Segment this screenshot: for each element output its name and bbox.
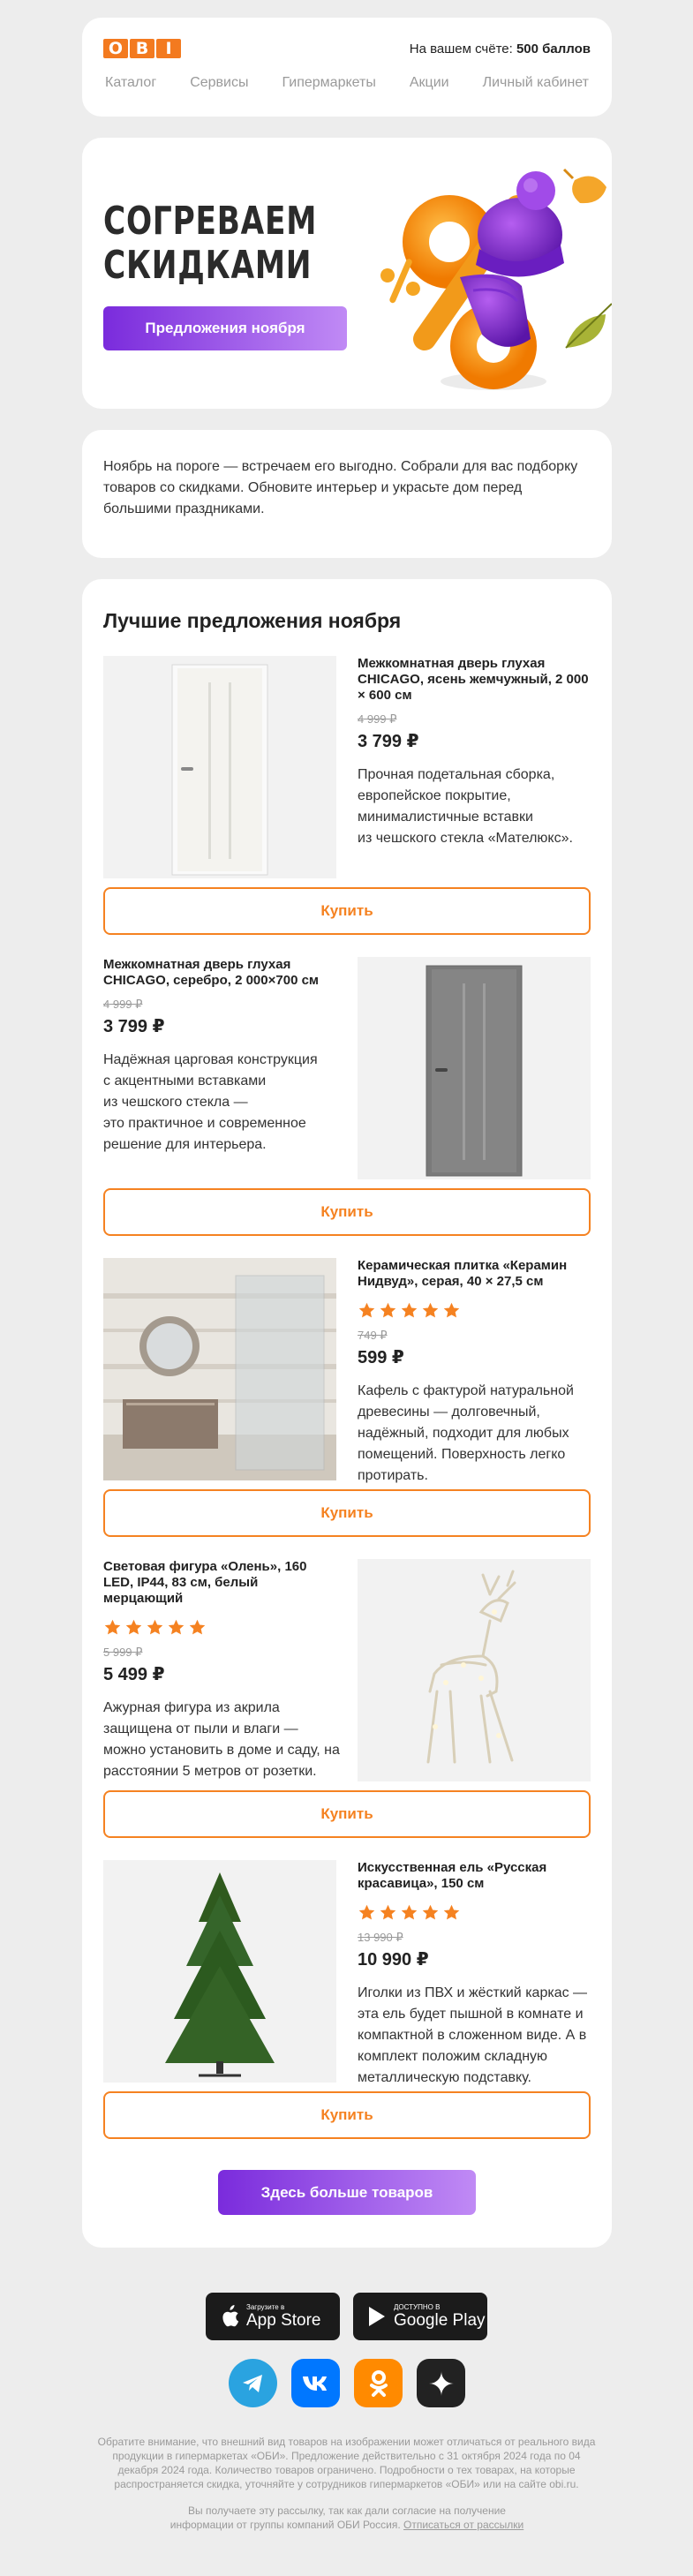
- buy-button[interactable]: Купить: [103, 1188, 591, 1236]
- rating-stars: [358, 1301, 594, 1320]
- product-image-deer[interactable]: [358, 1559, 591, 1781]
- nav-catalog[interactable]: Каталог: [105, 75, 157, 90]
- product-description: Ажурная фигура из акрила защищена от пыли и влаги — можно установить в доме и саду, на расстоянии 5 метров от розетки.: [103, 1700, 340, 1779]
- hero-title: [103, 200, 317, 288]
- product-image-fir-tree[interactable]: [103, 1860, 336, 2083]
- product-old-price: 5 999 ₽: [103, 1646, 143, 1659]
- product-name[interactable]: Керамическая плитка «Керамин Нидвуд», серая, 40 × 27,5 см: [358, 1258, 568, 1289]
- bonus-balance[interactable]: [410, 41, 591, 56]
- light-deer-illustration: [358, 1559, 591, 1781]
- product-price: 3 799 ₽: [358, 732, 419, 751]
- google-play-button[interactable]: [353, 2293, 487, 2340]
- balance-label: На вашем счёте:: [409, 41, 513, 56]
- product-name[interactable]: Световая фигура «Олень», 160 LED, IP44, 83 см, белый мерцающий: [103, 1559, 307, 1606]
- product-price: 5 499 ₽: [103, 1665, 165, 1684]
- product-info: [358, 1258, 594, 1487]
- star-icon: [421, 1301, 440, 1320]
- product-info: [358, 656, 594, 849]
- star-icon: [146, 1618, 164, 1637]
- dzen-icon[interactable]: [417, 2359, 465, 2407]
- door-pearl-illustration: [103, 656, 336, 878]
- star-icon: [124, 1618, 143, 1637]
- hero-title-line1: СОГРЕВАЕМ: [103, 199, 318, 244]
- nav-hypermarkets[interactable]: Гипермаркеты: [282, 75, 376, 90]
- product-old-price: 4 999 ₽: [358, 712, 397, 726]
- star-icon: [358, 1301, 376, 1320]
- unsubscribe-link[interactable]: Отписаться от рассылки: [403, 2519, 524, 2531]
- product-card-door-pearl: [103, 656, 591, 930]
- apple-icon: [220, 2305, 239, 2328]
- product-image-tile[interactable]: [103, 1258, 336, 1480]
- star-icon: [167, 1618, 185, 1637]
- product-card-tile: [103, 1258, 591, 1532]
- consent-text: [162, 2504, 532, 2532]
- star-icon: [379, 1301, 397, 1320]
- google-play-small-label: ДОСТУПНО В: [394, 2303, 441, 2311]
- bathroom-tile-illustration: [103, 1258, 336, 1480]
- buy-button[interactable]: Купить: [103, 1790, 591, 1838]
- buy-button[interactable]: Купить: [103, 2091, 591, 2139]
- product-image-door-silver[interactable]: [358, 957, 591, 1179]
- intro-text: Ноябрь на пороге — встречаем его выгодно. Собрали для вас подборку товаров со скидками. Обновите интерьер и украсьте дом перед большими праздниками.: [103, 459, 578, 516]
- product-price: 3 799 ₽: [103, 1017, 165, 1036]
- star-icon: [442, 1301, 461, 1320]
- product-card-deer: [103, 1559, 591, 1833]
- product-old-price: 4 999 ₽: [103, 998, 143, 1011]
- hero-banner[interactable]: [82, 138, 612, 409]
- door-silver-illustration: [358, 957, 591, 1179]
- telegram-icon[interactable]: [229, 2359, 277, 2407]
- more-products-button[interactable]: Здесь больше товаров: [218, 2170, 476, 2215]
- hero-title-line2: СКИДКАМИ: [103, 243, 313, 288]
- balance-value: 500 баллов: [516, 41, 591, 56]
- product-card-fir-tree: [103, 1860, 591, 2134]
- header-card: [82, 18, 612, 117]
- google-play-icon: [367, 2306, 387, 2327]
- product-info: [103, 957, 340, 1156]
- product-description: Прочная подетальная сборка, европейское покрытие, минималистичные вставки из чешского стекла «Мателюкс».: [358, 767, 573, 846]
- main-nav: [105, 75, 589, 91]
- product-description: Иголки из ПВХ и жёсткий каркас — эта ель будет пышной в комнате и компактной в сложенном виде. А в комплект положим складную металлическую подставку.: [358, 1985, 588, 2085]
- product-old-price: 749 ₽: [358, 1329, 388, 1342]
- star-icon: [103, 1618, 122, 1637]
- product-name[interactable]: Искусственная ель «Русская красавица», 150 см: [358, 1860, 547, 1891]
- star-icon: [379, 1903, 397, 1922]
- product-image-door-pearl[interactable]: [103, 656, 336, 878]
- logo-letter-i: I: [156, 39, 181, 58]
- consent-label: Вы получаете эту рассылку, так как дали согласие на получение информации от группы компаний ОБИ Россия.: [169, 2504, 506, 2531]
- star-icon: [188, 1618, 207, 1637]
- star-icon: [358, 1903, 376, 1922]
- intro-card: [82, 430, 612, 558]
- product-name[interactable]: Межкомнатная дверь глухая CHICAGO, ясень жемчужный, 2 000 × 600 см: [358, 656, 589, 703]
- rating-stars: [103, 1618, 340, 1637]
- logo-letter-b: B: [130, 39, 154, 58]
- star-icon: [400, 1301, 418, 1320]
- nav-promotions[interactable]: Акции: [409, 75, 449, 90]
- rating-stars: [358, 1903, 594, 1922]
- nav-account[interactable]: Личный кабинет: [482, 75, 589, 90]
- app-store-button[interactable]: [206, 2293, 340, 2340]
- product-info: [358, 1860, 594, 2089]
- vk-icon[interactable]: [291, 2359, 340, 2407]
- star-icon: [421, 1903, 440, 1922]
- product-description: Кафель с фактурой натуральной древесины — долговечный, надёжный, подходит для любых помещений. Поверхность легко протирать.: [358, 1383, 574, 1483]
- app-store-label: App Store: [246, 2311, 321, 2330]
- logo-letter-o: O: [103, 39, 128, 58]
- product-name[interactable]: Межкомнатная дверь глухая CHICAGO, серебро, 2 000×700 см: [103, 957, 320, 988]
- social-links: [229, 2359, 465, 2407]
- hero-offers-button[interactable]: Предложения ноября: [103, 306, 347, 350]
- app-store-small-label: Загрузите в: [246, 2303, 285, 2311]
- google-play-label: Google Play: [394, 2311, 486, 2330]
- ok-icon[interactable]: [354, 2359, 403, 2407]
- product-old-price: 13 990 ₽: [358, 1931, 403, 1944]
- buy-button[interactable]: Купить: [103, 1489, 591, 1537]
- star-icon: [442, 1903, 461, 1922]
- product-card-door-silver: [103, 957, 591, 1231]
- product-price: 599 ₽: [358, 1348, 404, 1367]
- product-description: Надёжная царговая конструкция с акцентными вставками из чешского стекла — это практичное и современное решение для интерьера.: [103, 1052, 318, 1152]
- star-icon: [400, 1903, 418, 1922]
- product-price: 10 990 ₽: [358, 1950, 429, 1970]
- section-title: Лучшие предложения ноября: [103, 609, 402, 632]
- hero-percent-hat-illustration: [363, 145, 612, 409]
- fir-tree-illustration: [103, 1860, 336, 2083]
- obi-logo[interactable]: [103, 39, 181, 58]
- app-store-badges: [206, 2293, 487, 2340]
- product-info: [103, 1559, 340, 1782]
- products-card: [82, 579, 612, 2248]
- nav-services[interactable]: Сервисы: [190, 75, 249, 90]
- buy-button[interactable]: Купить: [103, 887, 591, 935]
- disclaimer-text: Обратите внимание, что внешний вид товаров на изображении может отличаться от реального вида продукции в гипермаркетах «ОБИ». Предложение действительно с 31 октября 2024 года по 04 декабря 2024 года. Количество товаров ограничено. Подробности о тех товарах, на которые распространяется скидка, уточняйте у сотрудников гипермаркетов «ОБИ» или на сайте obi.ru.: [97, 2436, 596, 2490]
